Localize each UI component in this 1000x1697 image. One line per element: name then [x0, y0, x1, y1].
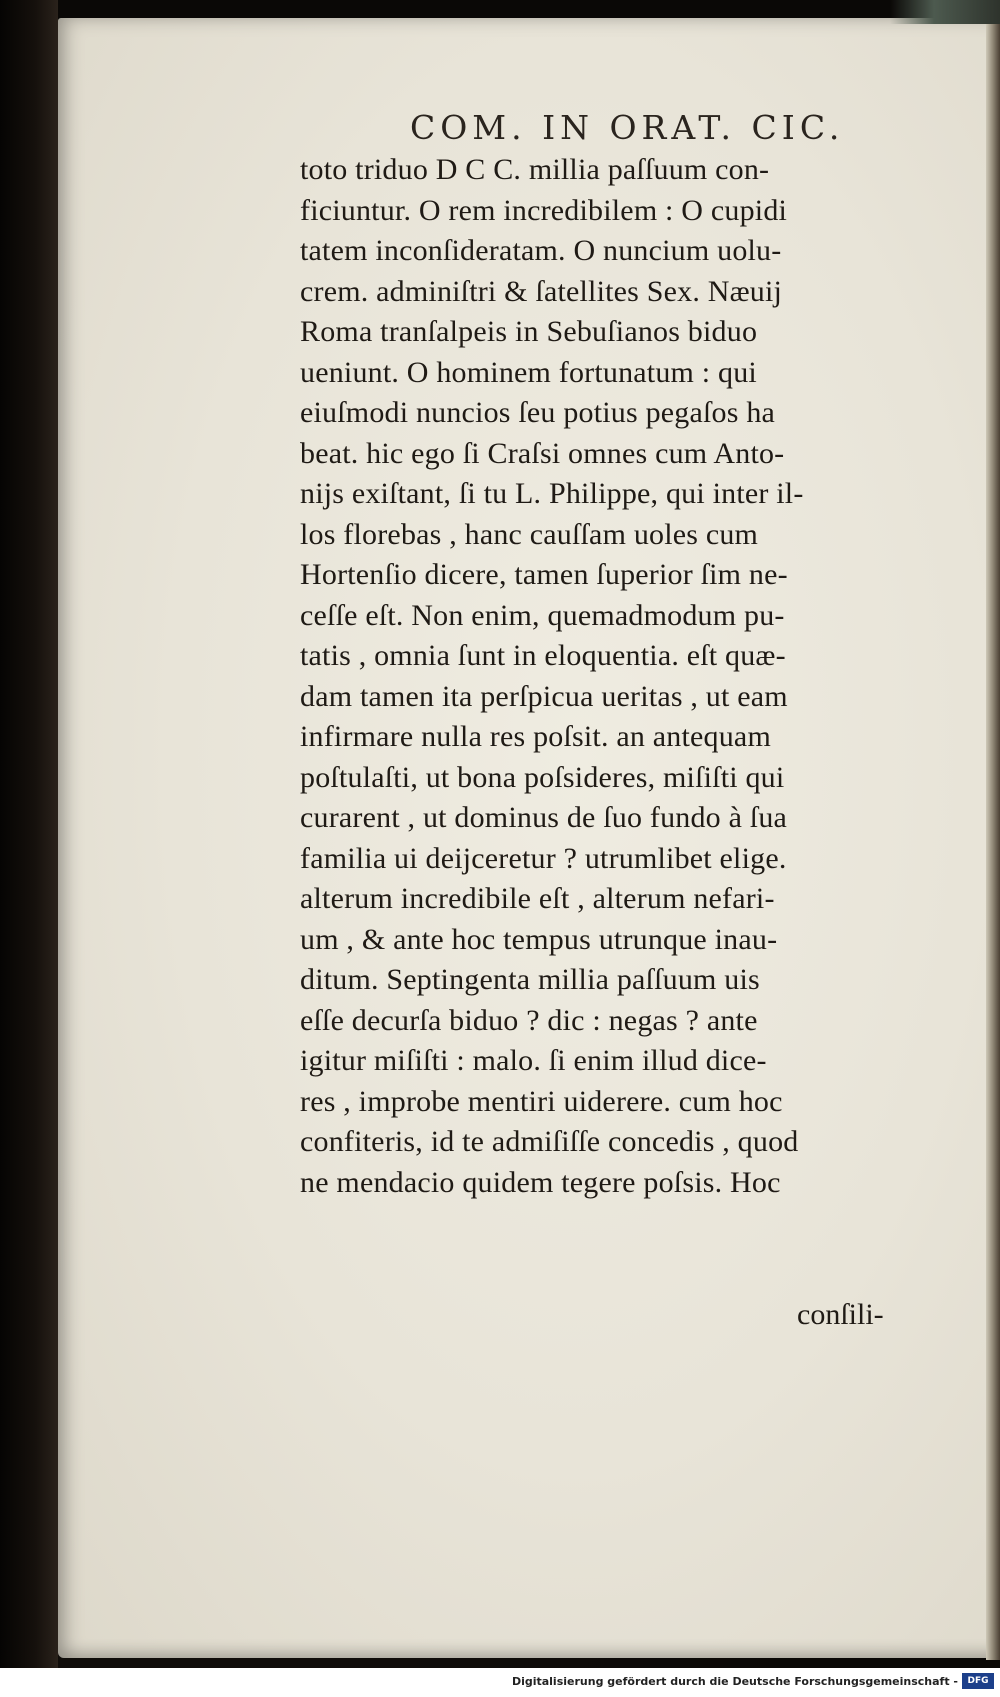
text-block [300, 150, 960, 1203]
text-line: res , improbe mentiri uiderere. cum hoc [300, 1084, 783, 1118]
funding-credit: Digitalisierung gefördert durch die Deutsche Forschungsgemeinschaft - [511, 1675, 958, 1688]
text-line: nijs exiſtant, ſi tu L. Philippe, qui inter il- [300, 477, 804, 510]
running-head: COM. IN ORAT. CIC. [410, 108, 845, 147]
text-line: ceſſe eſt. Non enim, quemadmodum pu- [300, 598, 785, 632]
text-line: crem. adminiſtri & ſatellites Sex. Næuij [300, 274, 783, 308]
text-line: ne mendacio quidem tegere poſsis. Hoc [300, 1165, 781, 1199]
text-line: alterum incredibile eſt , alterum nefari- [300, 882, 775, 915]
text-line: infirmare nulla res poſsit. an antequam [300, 720, 771, 753]
text-line: beat. hic ego ſi Craſsi omnes cum Anto- [300, 436, 785, 470]
text-line: ditum. Septingenta millia paſſuum uis [300, 963, 760, 996]
text-line: tatem inconſideratam. O nuncium uolu- [300, 234, 782, 267]
binding-ornament [890, 0, 1000, 24]
book-spine-edge [0, 0, 58, 1697]
text-line: eiuſmodi nuncios ſeu potius pegaſos ha [300, 396, 776, 429]
text-line: um , & ante hoc tempus utrunque inau- [300, 922, 778, 956]
text-line: poſtulaſti, ut bona poſsideres, miſiſti qui [300, 760, 785, 794]
text-line: ficiuntur. O rem incredibilem : O cupidi [300, 193, 788, 227]
dfg-logo: DFG [962, 1673, 994, 1689]
text-line: familia ui deijceretur ? utrumlibet elige. [300, 841, 787, 875]
text-line: eſſe decurſa biduo ? dic : negas ? ante [300, 1003, 758, 1037]
text-line: Roma tranſalpeis in Sebuſianos biduo [300, 315, 758, 348]
text-line: toto triduo D C C. millia paſſuum con- [300, 153, 770, 186]
text-line: Hortenſio dicere, tamen ſuperior ſim ne- [300, 558, 788, 591]
text-line: curarent , ut dominus de ſuo fundo à ſua [300, 801, 788, 834]
text-line: dam tamen ita perſpicua ueritas , ut eam [300, 679, 788, 713]
text-line: tatis , omnia ſunt in eloquentia. eſt quæ- [300, 639, 786, 672]
text-line: igitur miſiſti : malo. ſi enim illud dice- [300, 1044, 767, 1077]
footer-bar [0, 1668, 1000, 1697]
page-fore-edge [986, 0, 1000, 1660]
text-line: ueniunt. O hominem fortunatum : qui [300, 355, 757, 389]
text-line: confiteris, id te admiſiſſe concedis , quod [300, 1125, 799, 1158]
catchword: conſili- [797, 1298, 884, 1331]
text-line: los florebas , hanc cauſſam uoles cum [300, 517, 759, 551]
